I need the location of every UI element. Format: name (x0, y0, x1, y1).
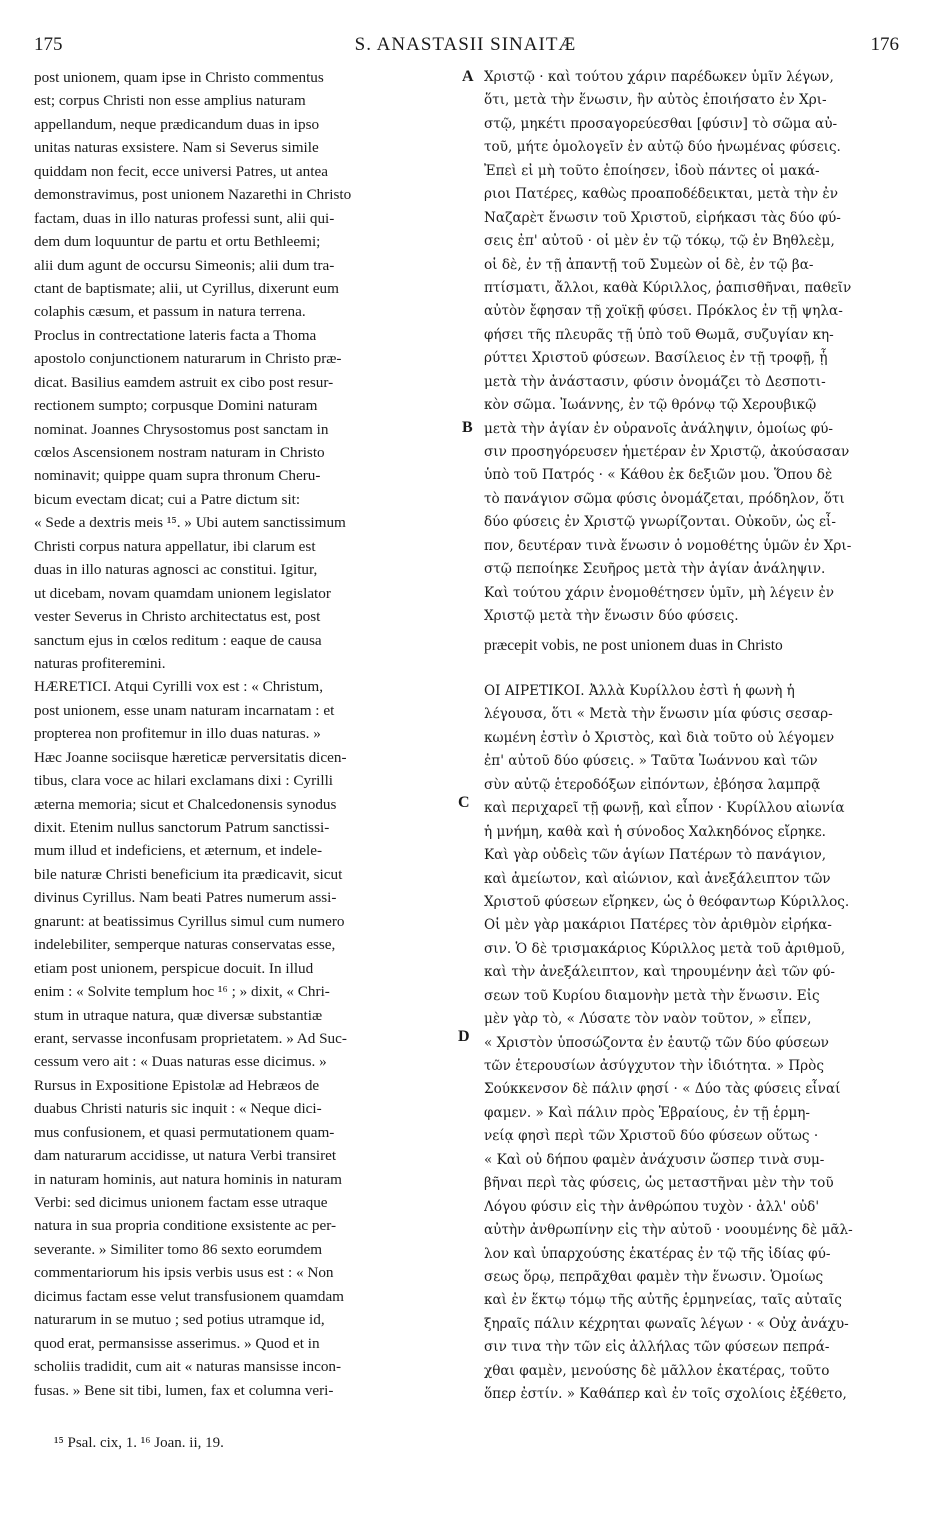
latin-line: bicum evectam dicat; cui a Patre dictum sit: (34, 490, 301, 508)
latin-line: natura in sua propria conditione exsistente ac per- (34, 1217, 337, 1235)
greek-line: σεων τοῦ Κυρίου διαμονὴν μετὰ τὴν ἕνωσιν. Εἰς (484, 987, 820, 1004)
footnotes: ¹⁵ Psal. cix, 1. ¹⁶ Joan. ii, 19. (54, 1435, 224, 1451)
latin-line: duas in illo naturas agnosci ac constitui. Igitur, (34, 561, 318, 579)
greek-line: ὑπὸ τοῦ Πατρός · « Κάθου ἐκ δεξιῶν μου. Ὅπου δὲ (484, 467, 833, 484)
latin-line: apostolo conjunctionem naturarum in Christo præ- (34, 350, 342, 368)
greek-line: αὐτὸν ἔφησαν τῇ χοϊκῇ φύσει. Πρόκλος ἐν τῇ ψηλα- (484, 303, 843, 320)
greek-line: ὅπερ ἐστίν. » Καθάπερ καὶ ἐν τοῖς σχολίοις ἐξέθετο, (484, 1386, 847, 1403)
latin-line: ut dicebam, novam quamdam unionem legislator (34, 584, 331, 602)
latin-line: alii dum agunt de occursu Simeonis; alii dum tra- (34, 256, 335, 274)
greek-line: Λόγου φύσιν εἰς τὴν ἀνθρώπου τυχὸν · ἀλλ' οὐδ' (484, 1198, 820, 1215)
latin-line: mum illud et indeficiens, et æternum, et indele- (34, 842, 323, 860)
latin-line: in naturam hominis, aut natura hominis in naturam (34, 1170, 342, 1188)
latin-line: « Sede a dextris meis ¹⁵. » Ubi autem sanctissimum (34, 514, 346, 532)
greek-line: τῶν ἑτερουσίων ἀσύγχυτον τὴν ἰδιότητα. » Πρὸς (484, 1058, 824, 1074)
greek-line: λέγουσα, ὅτι « Μετὰ τὴν ἕνωσιν μία φύσις σεσαρ- (484, 706, 833, 723)
latin-line: commentariorum his ipsis verbis usus est : « Non (34, 1264, 334, 1282)
greek-line: νείᾳ φησὶ περὶ τῶν Χριστοῦ δύο φύσεων οὕτως · (484, 1128, 819, 1145)
latin-line: est; corpus Christi non esse amplius naturam (34, 92, 306, 110)
greek-line: πον, δευτέραν τινὰ ἕνωσιν ὁ νομοθέτης ὑμῶν ἐν Χρι- (484, 537, 852, 554)
greek-line: Χριστοῦ φύσεων εἴρηκεν, ὡς ὁ θεόφαντωρ Κύριλλος. (484, 893, 850, 910)
latin-line: indelebiliter, semperque naturas conservatas esse, (34, 936, 336, 954)
greek-line: καὶ περιχαρεῖ τῇ φωνῇ, καὶ εἶπον · Κυρίλλου αἰωνία (484, 800, 845, 817)
greek-line: καὶ ἀμείωτον, καὶ αἰώνιον, καὶ ἀνεξάλειπτον τῶν (484, 870, 831, 887)
greek-line: δύο φύσεις ἐν Χριστῷ γνωρίζονται. Οὐκοῦν, ὡς εἶ- (484, 514, 836, 531)
latin-line: mus confusionem, et quasi permutationem quam- (34, 1123, 335, 1141)
greek-line: σεως ὅρῳ, πεπρᾶχθαι φαμὲν τὴν ἕνωσιν. Ὁμοίως (484, 1268, 824, 1285)
greek-line: ἐπ' αὐτοῦ δύο φύσεις. » Ταῦτα Ἰωάννου καὶ τῶν (484, 753, 818, 770)
greek-line: πτίσματι, ἄλλοι, καθὰ Κύριλλος, ῥαπισθῆναι, παθεῖν (484, 279, 852, 296)
greek-line: φαμεν. » Καὶ πάλιν πρὸς Ἑβραίους, ἐν τῇ ἑρμη- (484, 1104, 811, 1121)
latin-line: colaphis cæsum, et passum in natura terrena. (34, 303, 306, 321)
latin-line: divinus Cyrillus. Nam beati Patres numerum assi- (34, 889, 337, 907)
greek-line: μετὰ τὴν ἁγίαν ἐν οὐρανοῖς ἀνάληψιν, ὁμοίως φύ- (484, 420, 833, 437)
latin-line: quod erat, permansisse asserimus. » Quod et in (34, 1334, 320, 1352)
latin-line: gnarunt: at beatissimus Cyrillus simul cum numero (34, 912, 345, 930)
latin-line: nominavit; quippe quam supra thronum Cheru- (34, 467, 321, 485)
latin-line: scholiis tradidit, cum ait « naturas mansisse incon- (34, 1358, 342, 1376)
latin-line: dicat. Basilius eamdem astruit ex cibo post resur- (34, 373, 334, 391)
greek-line: τοῦ, μήτε ὁμολογεῖν ἐν αὐτῷ δύο ἡνωμένας φύσεις. (484, 139, 841, 156)
page-number-left: 175 (34, 34, 63, 55)
greek-line: σιν. Ὁ δὲ τρισμακάριος Κύριλλος μετὰ τοῦ ἀριθμοῦ, (484, 940, 846, 957)
greek-line: Σούκκενσον δὲ πάλιν φησί · « Δύο τὰς φύσεις εἶναί (484, 1081, 841, 1098)
latin-line: Rursus in Expositione Epistolæ ad Hebræos de (34, 1076, 320, 1094)
greek-line: καὶ τὴν ἀνεξάλειπτον, καὶ τηρουμένην ἀεὶ τῶν φύ- (484, 964, 836, 981)
latin-line: vester Severus in Christo architectatus est, post (34, 608, 321, 626)
latin-line: stum in utraque natura, quæ diversæ substantiæ (34, 1006, 323, 1024)
greek-line: Χριστῷ · καὶ τούτου χάριν παρέδωκεν ὑμῖν λέγων, (484, 69, 834, 85)
latin-line: rectionem sumpto; corpusque Domini naturam (34, 397, 318, 415)
greek-line: Καὶ γὰρ οὐδεὶς τῶν ἁγίων Πατέρων τὸ πανάγιον, (484, 847, 827, 864)
latin-line: naturarum in se mutuo ; sed potius utramque id, (34, 1311, 325, 1329)
greek-line: φήσει τῆς πλευρᾶς τῇ ὑπὸ τοῦ Θωμᾶ, συζυγίαν κη- (484, 326, 834, 343)
latin-line: HÆRETICI. Atqui Cyrilli vox est : « Christum, (34, 678, 323, 696)
latin-continuation-line: præcepit vobis, ne post unionem duas in Christo (484, 637, 783, 654)
margin-letter-c: C (458, 794, 470, 811)
greek-line: Χριστῷ μετὰ τὴν ἕνωσιν δύο φύσεις. (484, 608, 739, 625)
latin-line: cœlos Ascensionem nostram naturam in Christo (34, 444, 325, 461)
latin-line: duabus Christi naturis sic inquit : « Neque dici- (34, 1100, 322, 1118)
greek-line: ρύττει Χριστοῦ φύσεων. Βασίλειος ἐν τῇ τροφῇ, ᾗ (484, 350, 828, 367)
latin-line: dicimus factam esse velut transfusionem quamdam (34, 1287, 344, 1305)
latin-line: cessum vero ait : « Duas naturas esse dicimus. » (34, 1053, 327, 1071)
latin-line: enim : « Solvite templum hoc ¹⁶ ; » dixit, « Chri- (34, 983, 330, 1001)
latin-line: factam, duas in illo naturas professi sunt, alii qui- (34, 209, 335, 227)
greek-line: Καὶ τούτου χάριν ἐνομοθέτησεν ὑμῖν, μὴ λέγειν ἐν (484, 584, 835, 601)
greek-line: βῆναι περὶ τὰς φύσεις, ὡς μεταστῆναι μὲν τὴν τοῦ (484, 1175, 834, 1192)
margin-letter-a: A (462, 68, 474, 85)
greek-line: σὺν αὐτῷ ἑτεροδόξων εἰπόντων, ἐβόησα λαμπρᾷ (484, 776, 821, 793)
greek-line: αὐτὴν ἀνθρωπίνην εἰς τὴν αὐτοῦ · νοουμένης δὲ μᾶλ- (484, 1222, 853, 1239)
latin-line: Verbi: sed dicimus unionem factam esse utraque (34, 1194, 328, 1211)
greek-line: σιν τινα τὴν τῶν εἰς ἀλλήλας τῶν φύσεων πεπρά- (484, 1339, 830, 1356)
latin-line: ctant de baptismate; alii, ut Cyrillus, dixerunt eum (34, 279, 339, 297)
running-header (0, 34, 931, 64)
greek-line: χθαι φαμὲν, μενούσης δὲ μᾶλλον ἑκατέρας, τοῦτο (484, 1362, 830, 1379)
latin-line: æterna memoria; sicut et Chalcedonensis synodus (34, 795, 337, 813)
greek-line: ἡ μνήμη, καθὰ καὶ ἡ σύνοδος Χαλκηδόνος εἴρηκε. (484, 823, 827, 840)
latin-line: quiddam non fecit, ecce universi Patres, ut antea (34, 162, 328, 180)
greek-line: Ἐπεὶ εἰ μὴ τοῦτο ἐποίησεν, ἰδοὺ πάντες οἱ μακά- (484, 162, 820, 179)
latin-line: unitas naturas exsistere. Nam si Severus simile (34, 139, 319, 157)
greek-line: οἱ δὲ, ἐν τῇ ἀπαντῇ τοῦ Συμεὼν οἱ δὲ, ἐν τῷ βα- (484, 256, 814, 273)
latin-line: dam naturarum accidisse, ut natura Verbi transiret (34, 1147, 337, 1165)
latin-line: propterea non profitemur in illo duas naturas. » (34, 725, 321, 743)
latin-line: Christi corpus natura appellatur, ibi clarum est (34, 537, 316, 555)
latin-line: erant, servasse inconfusam proprietatem. » Ad Suc- (34, 1029, 347, 1047)
greek-line: κωμένη ἐστὶν ὁ Χριστὸς, καὶ διὰ τοῦτο οὐ λέγομεν (484, 729, 835, 746)
greek-line: στῷ, μηκέτι προσαγορεύεσθαι [φύσιν] τὸ σῶμα αὐ- (484, 115, 838, 132)
latin-line: dixit. Etenim nullus sanctorum Patrum sanctissi- (34, 819, 330, 836)
latin-line: post unionem, esse unam naturam incarnatam : et (34, 701, 335, 719)
greek-line: « Καὶ οὐ δήπου φαμὲν ἀνάχυσιν ὥσπερ τινὰ συμ- (484, 1151, 825, 1168)
latin-line: appellandum, neque prædicandum duas in ipso (34, 115, 320, 133)
greek-line: μετὰ τὴν ἀνάστασιν, φύσιν ὀνομάζει τὸ Δεσποτι- (484, 373, 826, 390)
greek-line: λον καὶ ὑπαρχούσης ἑκατέρας ἐν τῷ τῆς ἰδίας φύ- (484, 1245, 831, 1262)
margin-letter-d: D (458, 1028, 470, 1045)
greek-line: μὲν γὰρ τὸ, « Λύσατε τὸν ναὸν τοῦτον, » εἶπεν, (484, 1011, 812, 1028)
greek-line: ὅτι, μετὰ τὴν ἕνωσιν, ἣν αὐτὸς ἐποιήσατο ἐν Χρι- (484, 92, 827, 109)
running-title: S. ANASTASII SINAITÆ (354, 34, 577, 55)
latin-line: Hæc Joanne sociisque hæreticæ perversitatis dicen- (34, 748, 347, 766)
latin-line: naturas profiteremini. (34, 654, 166, 672)
latin-line: sanctum ejus in cœlos reditum : eaque de causa (34, 631, 322, 649)
latin-line: dem dum loquuntur de partu et ortu Bethleemi; (34, 233, 321, 251)
latin-line: bile naturæ Christi beneficium ita prædicavit, sicut (34, 865, 343, 883)
latin-line: severante. » Similiter tomo 86 sexto eorumdem (34, 1240, 323, 1258)
greek-line: στῷ πεποίηκε Σευῆρος μετὰ τὴν ἁγίαν ἀνάληψιν. (484, 561, 826, 578)
greek-line: Ναζαρὲτ ἕνωσιν τοῦ Χριστοῦ, εἰρήκασι τὰς δύο φύ- (484, 209, 841, 226)
greek-line: τὸ πανάγιον σῶμα φύσις ὀνομάζεται, πρόδηλον, ὅτι (484, 490, 845, 507)
page-number-right: 176 (870, 34, 899, 55)
latin-line: nominat. Joannes Chrysostomus post sanctam in (34, 420, 329, 438)
latin-line: Proclus in contrectatione lateris facta a Thoma (34, 326, 317, 344)
greek-line: ριοι Πατέρες, καθὼς προαποδέδεικται, μετὰ τὴν ἐν (484, 186, 838, 203)
greek-column (484, 66, 896, 629)
latin-line: tibus, clara voce ac hilari exclamans dixi : Cyrilli (34, 772, 334, 790)
greek-line: καὶ ἐν ἕκτῳ τόμῳ τῆς αὐτῆς ἑρμηνείας, ταῖς αὐταῖς (484, 1292, 842, 1309)
latin-column (34, 66, 454, 1402)
latin-continuation (484, 634, 896, 657)
greek-line: ΟΙ ΑΙΡΕΤΙΚΟΙ. Ἀλλὰ Κυρίλλου ἐστὶ ἡ φωνὴ ἡ (484, 683, 795, 699)
greek-column-2 (484, 680, 896, 1407)
greek-line: σιν προσηγόρευσεν ἡμετέραν ἐν Χριστῷ, ἀκούσασαν (484, 444, 850, 460)
latin-line: post unionem, quam ipse in Christo commentus (34, 69, 324, 86)
greek-line: σεις ἐπ' αὐτοῦ · οἱ μὲν ἐν τῷ τόκῳ, τῷ ἐν Βηθλεὲμ, (484, 233, 835, 250)
latin-line: demonstravimus, post unionem Nazarethi in Christo (34, 186, 352, 204)
greek-line: ξηραῖς πάλιν κέχρηται φωναῖς λέγων · « Οὐχ ἀνάχυ- (484, 1315, 849, 1332)
latin-line: etiam post unionem, perspicue docuit. In illud (34, 959, 314, 977)
greek-line: « Χριστὸν ὑποσώζοντα ἐν ἑαυτῷ τῶν δύο φύσεων (484, 1034, 829, 1051)
margin-letter-b: B (462, 419, 473, 436)
greek-line: κὸν σῶμα. Ἰωάννης, ἐν τῷ θρόνῳ τῷ Χερουβικῷ (484, 397, 817, 414)
latin-line: fusas. » Bene sit tibi, lumen, fax et columna veri- (34, 1381, 334, 1399)
greek-line: Οἱ μὲν γὰρ μακάριοι Πατέρες τὸν ἀριθμὸν εἰρήκα- (484, 917, 832, 934)
